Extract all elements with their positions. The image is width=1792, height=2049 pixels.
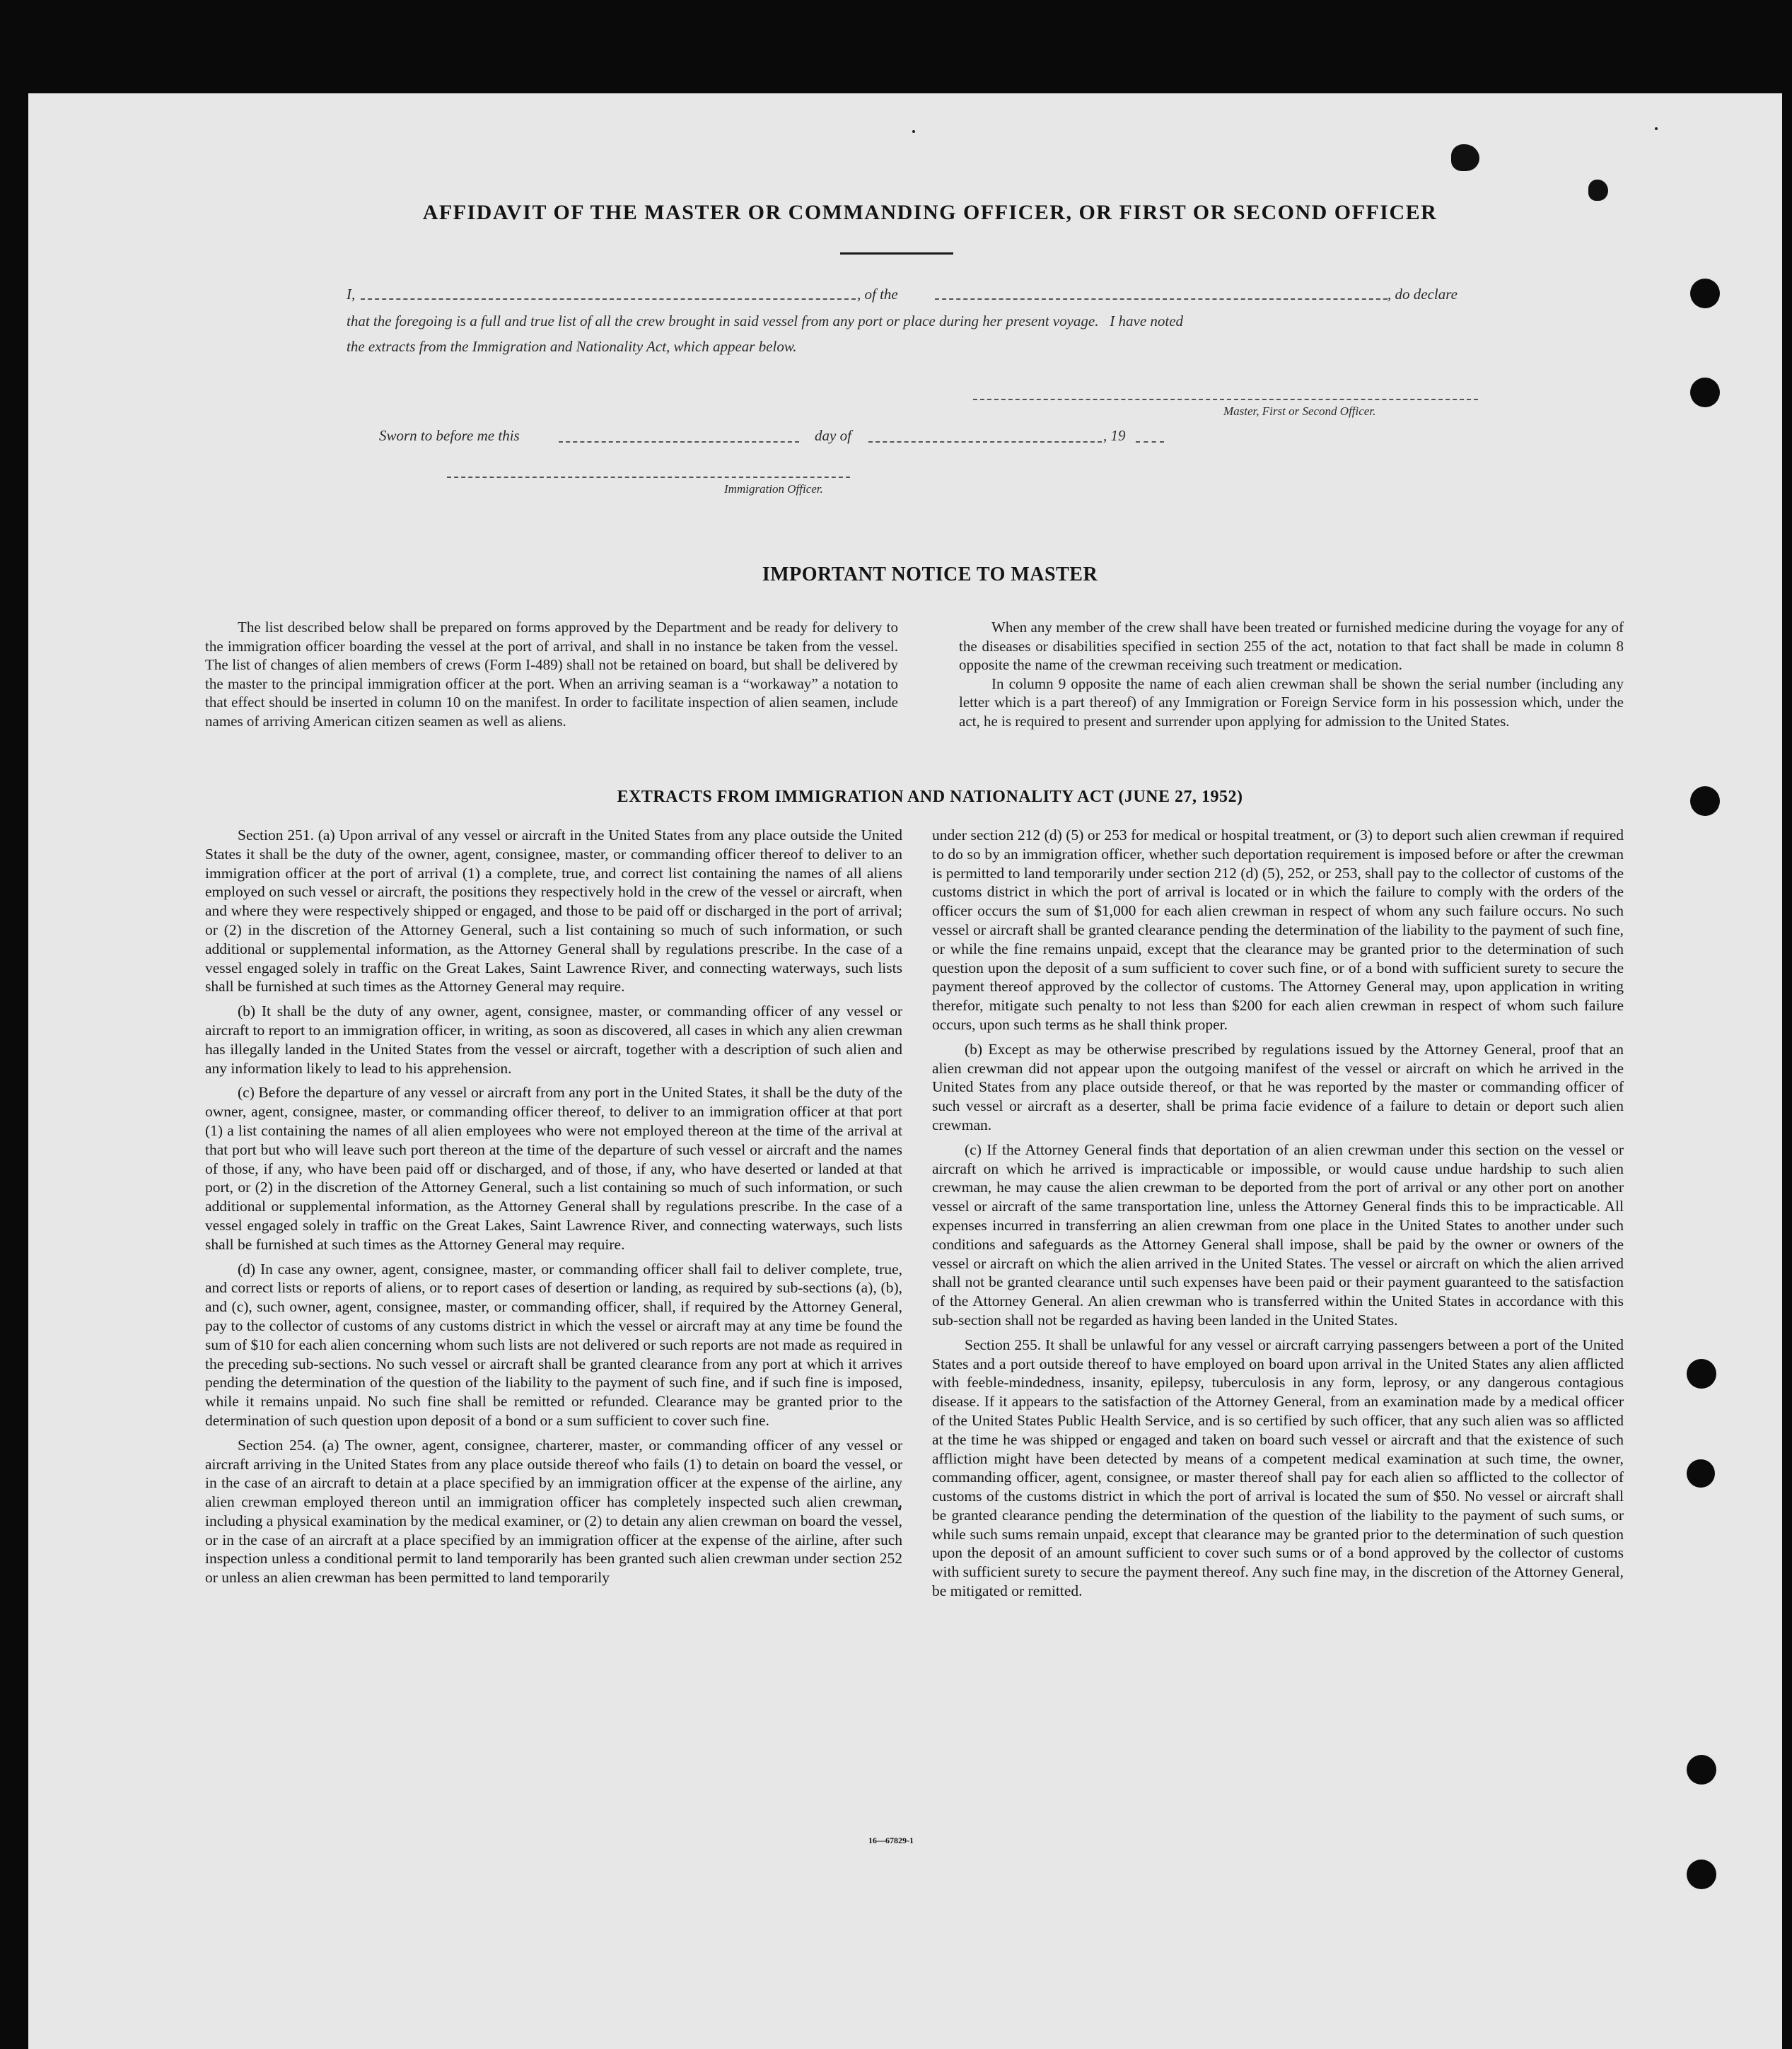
ink-smudge xyxy=(1588,180,1608,201)
master-signature-field[interactable] xyxy=(973,399,1478,400)
affidavit-line-2: that the foregoing is a full and true list of all the crew brought in said vessel from any port or place during her present voyage. I have noted xyxy=(347,313,1184,329)
sworn-year-field[interactable] xyxy=(1136,441,1164,443)
master-label: Master, First or Second Officer. xyxy=(1223,404,1376,418)
extracts-title: EXTRACTS FROM IMMIGRATION AND NATIONALITY ACT (JUNE 27, 1952) xyxy=(617,788,1243,806)
document-page xyxy=(28,93,1782,2049)
immigration-officer-signature-field[interactable] xyxy=(447,477,850,478)
section-251-d: (d) In case any owner, agent, consignee, master, or commanding officer shall fail to deliver complete, true, and correct lists or reports of aliens, or to report cases of desertion or landing, as required by sub-sections (a), (b), and (c), such owner, agent, consignee, master, or commanding officer, shall, if required by the Attorney General, pay to the collector of customs of any customs district in which the vessel or aircraft may at any time be found the sum of $10 for each alien concerning whom such lists are not delivered or such reports are not made as required in the preceding sub-sections. No such vessel or aircraft shall be granted clearance from any port at which it arrives pending the determination of the question of the liability to the payment of such fine, and if such fine is imposed, while it remains unpaid. No such fine shall be remitted or refunded. Clearance may be granted prior to the determination of such question upon deposit of a bond or a sum sufficient to cover such fine. xyxy=(205,1260,902,1429)
of-the-label: , of the xyxy=(857,286,898,303)
year-label: , 19 xyxy=(1103,427,1126,444)
affidavit-line-3: the extracts from the Immigration and Nationality Act, which appear below. xyxy=(347,338,797,355)
punch-hole xyxy=(1690,378,1720,407)
section-251-a: Section 251. (a) Upon arrival of any vessel or aircraft in the United States from any place outside the United States it shall be the duty of the owner, agent, consignee, master, or commanding officer thereof to deliver to an immigration officer at the port of arrival (1) a complete, true, and correct list containing the names of all aliens employed on such vessel or aircraft, the positions they respectively hold in the crew of the vessel or aircraft, when and where they were respectively shipped or engaged, and those to be paid off or discharged in the port of arrival; or (2) in the discretion of the Attorney General, such a list containing so much of such information, or such additional or supplemental information, as the Attorney General shall by regulations prescribe. In the case of a vessel engaged solely in traffic on the Great Lakes, Saint Lawrence River, and connecting waterways, such lists shall be furnished at such times as the Attorney General may require. xyxy=(205,827,902,996)
section-254-a: Section 254. (a) The owner, agent, consignee, charterer, master, or commanding officer of any vessel or aircraft arriving in the United States from any place outside thereof who fails (1) to detain on board the vessel, or in the case of an aircraft to detain at a place specified by an immigration officer at the expense of the airline, any alien crewman employed thereon until an immigration officer has completely inspected such alien crewman, including a physical examination by the medical examiner, or (2) to detain any alien crewman on board the vessel, or in the case of an aircraft at a place specified by an immigration officer at the expense of the airline, after such inspection unless a conditional permit to land temporarily has been granted such alien crewman under section 252 or unless an alien crewman has been permitted to land temporarily xyxy=(205,1436,902,1587)
section-251-b: (b) It shall be the duty of any owner, agent, consignee, master, or commanding officer of any vessel or aircraft to report to an immigration officer, in writing, as soon as discovered, all cases in which any alien crewman has illegally landed in the United States from the vessel or aircraft, together with a description of such alien and any information likely to lead to his apprehension. xyxy=(205,1003,902,1077)
affidavit-title: AFFIDAVIT OF THE MASTER OR COMMANDING OFFICER, OR FIRST OR SECOND OFFICER xyxy=(422,201,1438,224)
section-254-b: (b) Except as may be otherwise prescribed by regulations issued by the Attorney General, proof that an alien crewman did not appear upon the outgoing manifest of the vessel or aircraft on which he arrived in the United States from any place outside thereof, or that he was reported by the master or commanding officer of such vessel or aircraft as a deserter, shall be prima facie evidence of a failure to detain or deport such alien crewman. xyxy=(932,1040,1624,1133)
name-field[interactable] xyxy=(361,298,856,300)
section-255: Section 255. It shall be unlawful for any vessel or aircraft carrying passengers between a port of the United States and a port outside thereof to have employed on board upon arrival in the United States any alien afflicted with feeble-mindedness, insanity, epilepsy, tuberculosis in any form, leprosy, or any dangerous contagious disease. If it appears to the satisfaction of the Attorney General, from an examination made by a medical officer of the United States Public Health Service, and is so certified by such officer, that any such alien was so afflicted at the time he was shipped or engaged and taken on board such vessel or aircraft and that the existence of such affliction might have been detected by means of a competent medical examination at such time, the owner, commanding officer, agent, consignee, or master thereof shall pay for each alien so afflicted to the collector of customs of the customs district in which the port of arrival is located the sum of $50. No vessel or aircraft shall be granted clearance pending the determination of the question of the liability to the payment of such sums, or while such sums remain unpaid, except that clearance may be granted prior to the determination of such question upon the deposit of an amount sufficient to cover such sums or of a bond approved by the collector of customs with sufficient surety to secure the payment thereof. Any such fine may, in the discretion of the Attorney General, be mitigated or remitted. xyxy=(932,1336,1624,1600)
section-251-c: (c) Before the departure of any vessel or aircraft from any port in the United States, it shall be the duty of the owner, agent, consignee, master, or commanding officer thereof, to deliver to an immigration officer at that port (1) a list containing the names of all alien employees who were not employed thereon at the time of the arrival at that port but who will leave such port thereon at the time of the departure of such vessel or aircraft and the names of those, if any, who have been paid off or discharged, and of those, if any, who have deserted or landed at that port, or (2) in the discretion of the Attorney General, such a list containing so much of such information, or such additional or supplemental information, as the Attorney General shall by regulations prescribe. In the case of a vessel engaged solely in traffic on the Great Lakes, Saint Lawrence River, and connecting waterways, such lists shall be furnished at such times as the Attorney General may require. xyxy=(205,1084,902,1253)
form-code: 16—67829-1 xyxy=(868,1835,914,1845)
punch-hole xyxy=(1687,1459,1715,1488)
punch-hole xyxy=(1690,279,1720,308)
sworn-month-field[interactable] xyxy=(868,441,1102,443)
sworn-label: Sworn to before me this xyxy=(379,427,520,444)
notice-left-paragraph: The list described below shall be prepared on forms approved by the Department and be ready for delivery to the immigration officer boarding the vessel at the port of arrival, and shall in no instance be taken from the vessel. The list of changes of alien members of crews (Form I-489) shall not be retained on board, but shall be delivered by the master to the principal immigration officer at the port. When an arriving seaman is a “workaway” a notation to that effect should be inserted in column 10 on the manifest. In order to facilitate inspection of alien seamen, include names of arriving American citizen seamen as well as aliens. xyxy=(205,619,898,730)
immigration-officer-label: Immigration Officer. xyxy=(724,482,823,496)
punch-hole xyxy=(1690,786,1720,816)
title-rule xyxy=(840,252,953,255)
extracts-left-column xyxy=(205,826,902,1593)
section-254-a-continued: under section 212 (d) (5) or 253 for medical or hospital treatment, or (3) to deport such alien crewman if required to do so by an immigration officer, whether such deportation requirement is imposed before or after the crewman is permitted to land temporarily under section 212 (d) (5), 252, or 253, shall pay to the collector of customs of the customs district in which the port of arrival is located or in which the failure to comply with the orders of the officer occurs the sum of $1,000 for each alien crewman in respect of whom any such failure occurs. No such vessel or aircraft shall be granted clearance pending the determination of the liability to the payment of such fine, or while the fine remains unpaid, except that the clearance may be granted prior to the determination of such question upon the deposit of a sum sufficient to cover such fine, or of a bond with sufficient surety to secure the payment thereof approved by the collector of customs. The Attorney General may, upon application in writing therefor, mitigate such penalty to not less than $200 for each alien crewman in respect of whom such failure occurs, upon such terms as he shall think proper. xyxy=(932,827,1624,1033)
day-of-label: day of xyxy=(815,427,851,444)
vessel-field[interactable] xyxy=(935,298,1387,300)
notice-title: IMPORTANT NOTICE TO MASTER xyxy=(762,564,1098,585)
do-declare-label: , do declare xyxy=(1387,286,1458,303)
speck xyxy=(1655,127,1658,130)
extracts-right-column xyxy=(932,826,1624,1606)
notice-right-column xyxy=(959,618,1624,731)
sworn-day-field[interactable] xyxy=(559,441,799,443)
ink-smudge xyxy=(1451,144,1479,171)
notice-right-paragraph-2: In column 9 opposite the name of each alien crewman shall be shown the serial number (including any letter which is a part thereof) of any Immigration or Foreign Service form in his possession which, under the act, he is required to present and surrender upon applying for admission to the United States. xyxy=(959,675,1624,730)
speck xyxy=(912,130,915,133)
punch-hole xyxy=(1687,1860,1716,1889)
punch-hole xyxy=(1687,1359,1716,1389)
punch-hole xyxy=(1687,1755,1716,1785)
notice-left-column xyxy=(205,618,898,731)
section-254-c: (c) If the Attorney General finds that deportation of an alien crewman under this section on the vessel or aircraft on which he arrived is impracticable or impossible, or would cause undue hardship to such alien crewman, he may cause the alien crewman to be deported from the port of arrival or any other port on another vessel or aircraft of the same transportation line, unless the Attorney General finds this to be impracticable. All expenses incurred in transferring an alien crewman from one place in the United States to another under such conditions and safeguards as the Attorney General shall impose, shall be paid by the owner or owners of the vessel or aircraft on which the alien arrived in the United States. The vessel or aircraft on which the alien arrived shall not be granted clearance until such expenses have been paid or their payment guaranteed to the satisfaction of the Attorney General. An alien crewman who is transferred within the United States in accordance with this sub-section shall not be regarded as having been landed in the United States. xyxy=(932,1140,1624,1329)
notice-right-paragraph-1: When any member of the crew shall have been treated or furnished medicine during the voyage for any of the diseases or disabilities specified in section 255 of the act, notation to that fact shall be made in column 8 opposite the name of the crewman receiving such treatment or medication. xyxy=(959,619,1624,674)
affidavit-i-label: I, xyxy=(347,286,356,303)
